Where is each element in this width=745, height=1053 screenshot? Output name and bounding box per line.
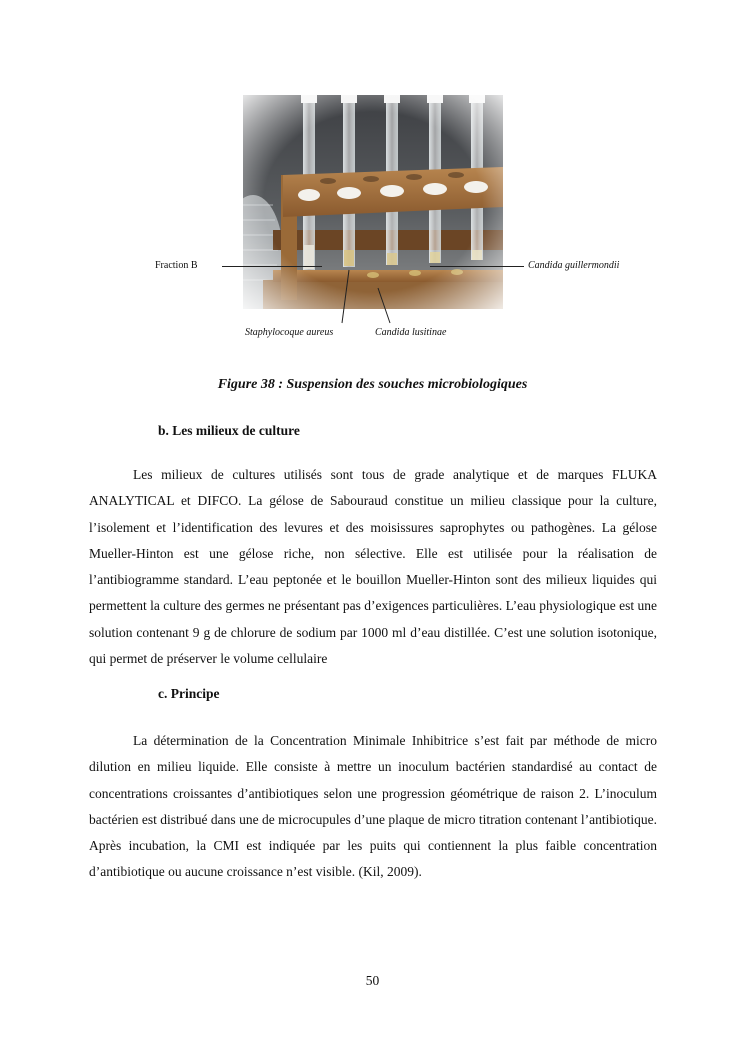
page-number: 50	[365, 973, 380, 988]
leader-line-fraction-b	[222, 266, 322, 267]
paragraph-principe-text: La détermination de la Concentration Minimale Inhibitrice s’est fait par méthode de micro dilution en milieu liquide. Elle consiste à mettre un inoculum bactérien standardisé au contact de concentrations croissantes d’antibiotiques selon une progression géométrique de raison 2. L’inoculum bactérien est distribué dans une de microcupules d’une plaque de micro titration contenant l’antibiotique. Après incubation, la CMI est indiquée par les puits qui contiennent la plus faible concentration d’antibiotique ou aucune croissance n’est visible. (Kil, 2009).	[89, 733, 657, 880]
paragraph-milieux-de-culture	[89, 462, 657, 672]
label-staphylococcus-aureus: Staphylocoque aureus	[245, 327, 334, 338]
leader-lines-bottom	[330, 268, 400, 328]
leader-line-candida-guillermondii	[430, 266, 524, 267]
figure-caption: Figure 38 : Suspension des souches microbiologiques	[217, 377, 528, 392]
paragraph-principe	[89, 728, 657, 886]
section-heading-c: c. Principe	[158, 686, 220, 701]
label-candida-guillermondii: Candida guillermondii	[528, 260, 620, 271]
label-fraction-b: Fraction B	[155, 260, 198, 271]
section-heading-b: b. Les milieux de culture	[158, 423, 300, 438]
label-candida-lusitinae: Candida lusitinae	[375, 327, 447, 338]
paragraph-milieux-text: Les milieux de cultures utilisés sont tous de grade analytique et de marques FLUKA ANALYTICAL et DIFCO. La gélose de Sabouraud constitue un milieu classique pour la culture, l’isolement et l’identification des levures et des moisissures saprophytes ou pathogènes. La gélose Mueller-Hinton est une gélose riche, non sélective. Elle est utilisée pour la réalisation de l’antibiogramme standard. L’eau peptonée et le bouillon Mueller-Hinton sont des milieux liquides qui permettent la culture des germes ne présentant pas d’exigences particulières. L’eau physiologique est une solution contenant 9 g de chlorure de sodium par 1000 ml d’eau distillée. C’est une solution isotonique, qui permet de préserver le volume cellulaire	[89, 467, 657, 667]
